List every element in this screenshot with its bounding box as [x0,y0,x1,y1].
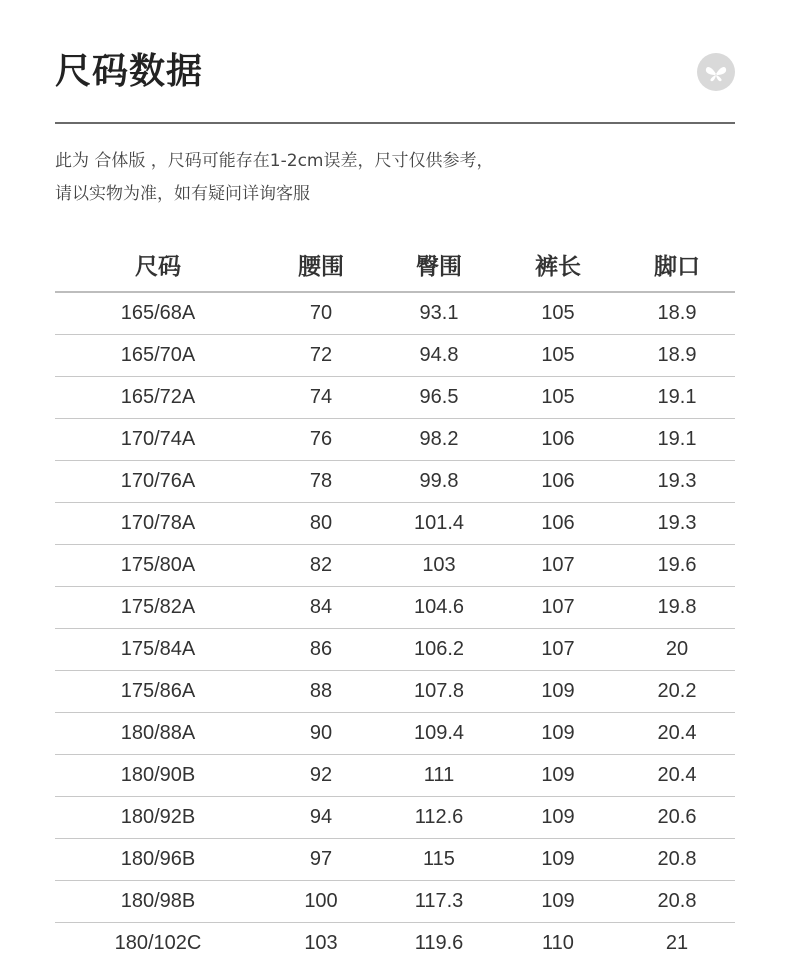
table-row [55,923,735,964]
hip-cell: 99.8 [381,461,497,503]
fit-note-line-2: 请以实物为准，如有疑问详询客服 [55,183,310,205]
table-row [55,335,735,377]
table-row [55,671,735,713]
leg-opening-cell: 20 [619,629,735,671]
waist-cell: 84 [261,587,381,629]
waist-cell: 103 [261,923,381,964]
fit-note-line-1: 此为 合体版 ，尺码可能存在1-2cm误差，尺寸仅供参考， [55,150,493,172]
waist-cell: 74 [261,377,381,419]
waist-cell: 82 [261,545,381,587]
hip-cell: 96.5 [381,377,497,419]
table-row [55,629,735,671]
length-cell: 110 [497,923,619,964]
size-cell: 170/74A [55,419,261,461]
column-header-hip: 臀围 [381,238,497,292]
leg-opening-cell: 19.1 [619,419,735,461]
waist-cell: 70 [261,292,381,335]
length-cell: 109 [497,881,619,923]
length-cell: 106 [497,419,619,461]
size-cell: 175/84A [55,629,261,671]
size-cell: 175/82A [55,587,261,629]
leg-opening-cell: 20.4 [619,755,735,797]
leg-opening-cell: 19.8 [619,587,735,629]
table-header-row [55,238,735,292]
length-cell: 109 [497,839,619,881]
table-row [55,292,735,335]
waist-cell: 72 [261,335,381,377]
size-cell: 165/68A [55,292,261,335]
leg-opening-cell: 21 [619,923,735,964]
size-cell: 165/70A [55,335,261,377]
butterfly-logo-icon [697,53,735,91]
waist-cell: 90 [261,713,381,755]
column-header-waist: 腰围 [261,238,381,292]
table-row [55,881,735,923]
hip-cell: 93.1 [381,292,497,335]
leg-opening-cell: 20.2 [619,671,735,713]
length-cell: 106 [497,503,619,545]
waist-cell: 92 [261,755,381,797]
waist-cell: 94 [261,797,381,839]
size-cell: 170/76A [55,461,261,503]
hip-cell: 101.4 [381,503,497,545]
column-header-length: 裤长 [497,238,619,292]
leg-opening-cell: 19.3 [619,461,735,503]
leg-opening-cell: 19.3 [619,503,735,545]
column-header-size: 尺码 [55,238,261,292]
length-cell: 105 [497,335,619,377]
leg-opening-cell: 20.8 [619,839,735,881]
waist-cell: 97 [261,839,381,881]
leg-opening-cell: 19.6 [619,545,735,587]
hip-cell: 112.6 [381,797,497,839]
hip-cell: 117.3 [381,881,497,923]
size-cell: 180/90B [55,755,261,797]
table-row [55,545,735,587]
leg-opening-cell: 20.4 [619,713,735,755]
column-header-leg-opening: 脚口 [619,238,735,292]
header-divider [55,122,735,124]
hip-cell: 94.8 [381,335,497,377]
hip-cell: 104.6 [381,587,497,629]
size-cell: 175/86A [55,671,261,713]
hip-cell: 119.6 [381,923,497,964]
leg-opening-cell: 20.8 [619,881,735,923]
table-row [55,839,735,881]
hip-cell: 103 [381,545,497,587]
hip-cell: 115 [381,839,497,881]
hip-cell: 111 [381,755,497,797]
size-cell: 180/102C [55,923,261,964]
waist-cell: 86 [261,629,381,671]
size-cell: 180/98B [55,881,261,923]
length-cell: 106 [497,461,619,503]
waist-cell: 88 [261,671,381,713]
table-row [55,797,735,839]
size-cell: 175/80A [55,545,261,587]
leg-opening-cell: 19.1 [619,377,735,419]
table-row [55,713,735,755]
length-cell: 109 [497,755,619,797]
length-cell: 107 [497,545,619,587]
waist-cell: 80 [261,503,381,545]
leg-opening-cell: 20.6 [619,797,735,839]
hip-cell: 107.8 [381,671,497,713]
length-cell: 107 [497,587,619,629]
waist-cell: 76 [261,419,381,461]
page-title: 尺码数据 [55,48,203,96]
table-row [55,377,735,419]
length-cell: 105 [497,292,619,335]
leg-opening-cell: 18.9 [619,335,735,377]
leg-opening-cell: 18.9 [619,292,735,335]
length-cell: 109 [497,671,619,713]
length-cell: 109 [497,797,619,839]
table-row [55,755,735,797]
table-row [55,419,735,461]
size-cell: 180/96B [55,839,261,881]
length-cell: 105 [497,377,619,419]
length-cell: 107 [497,629,619,671]
waist-cell: 78 [261,461,381,503]
hip-cell: 109.4 [381,713,497,755]
waist-cell: 100 [261,881,381,923]
size-cell: 170/78A [55,503,261,545]
size-cell: 180/92B [55,797,261,839]
table-row [55,461,735,503]
size-cell: 165/72A [55,377,261,419]
size-chart-table [55,238,735,964]
table-row [55,503,735,545]
size-cell: 180/88A [55,713,261,755]
table-row [55,587,735,629]
hip-cell: 106.2 [381,629,497,671]
length-cell: 109 [497,713,619,755]
hip-cell: 98.2 [381,419,497,461]
